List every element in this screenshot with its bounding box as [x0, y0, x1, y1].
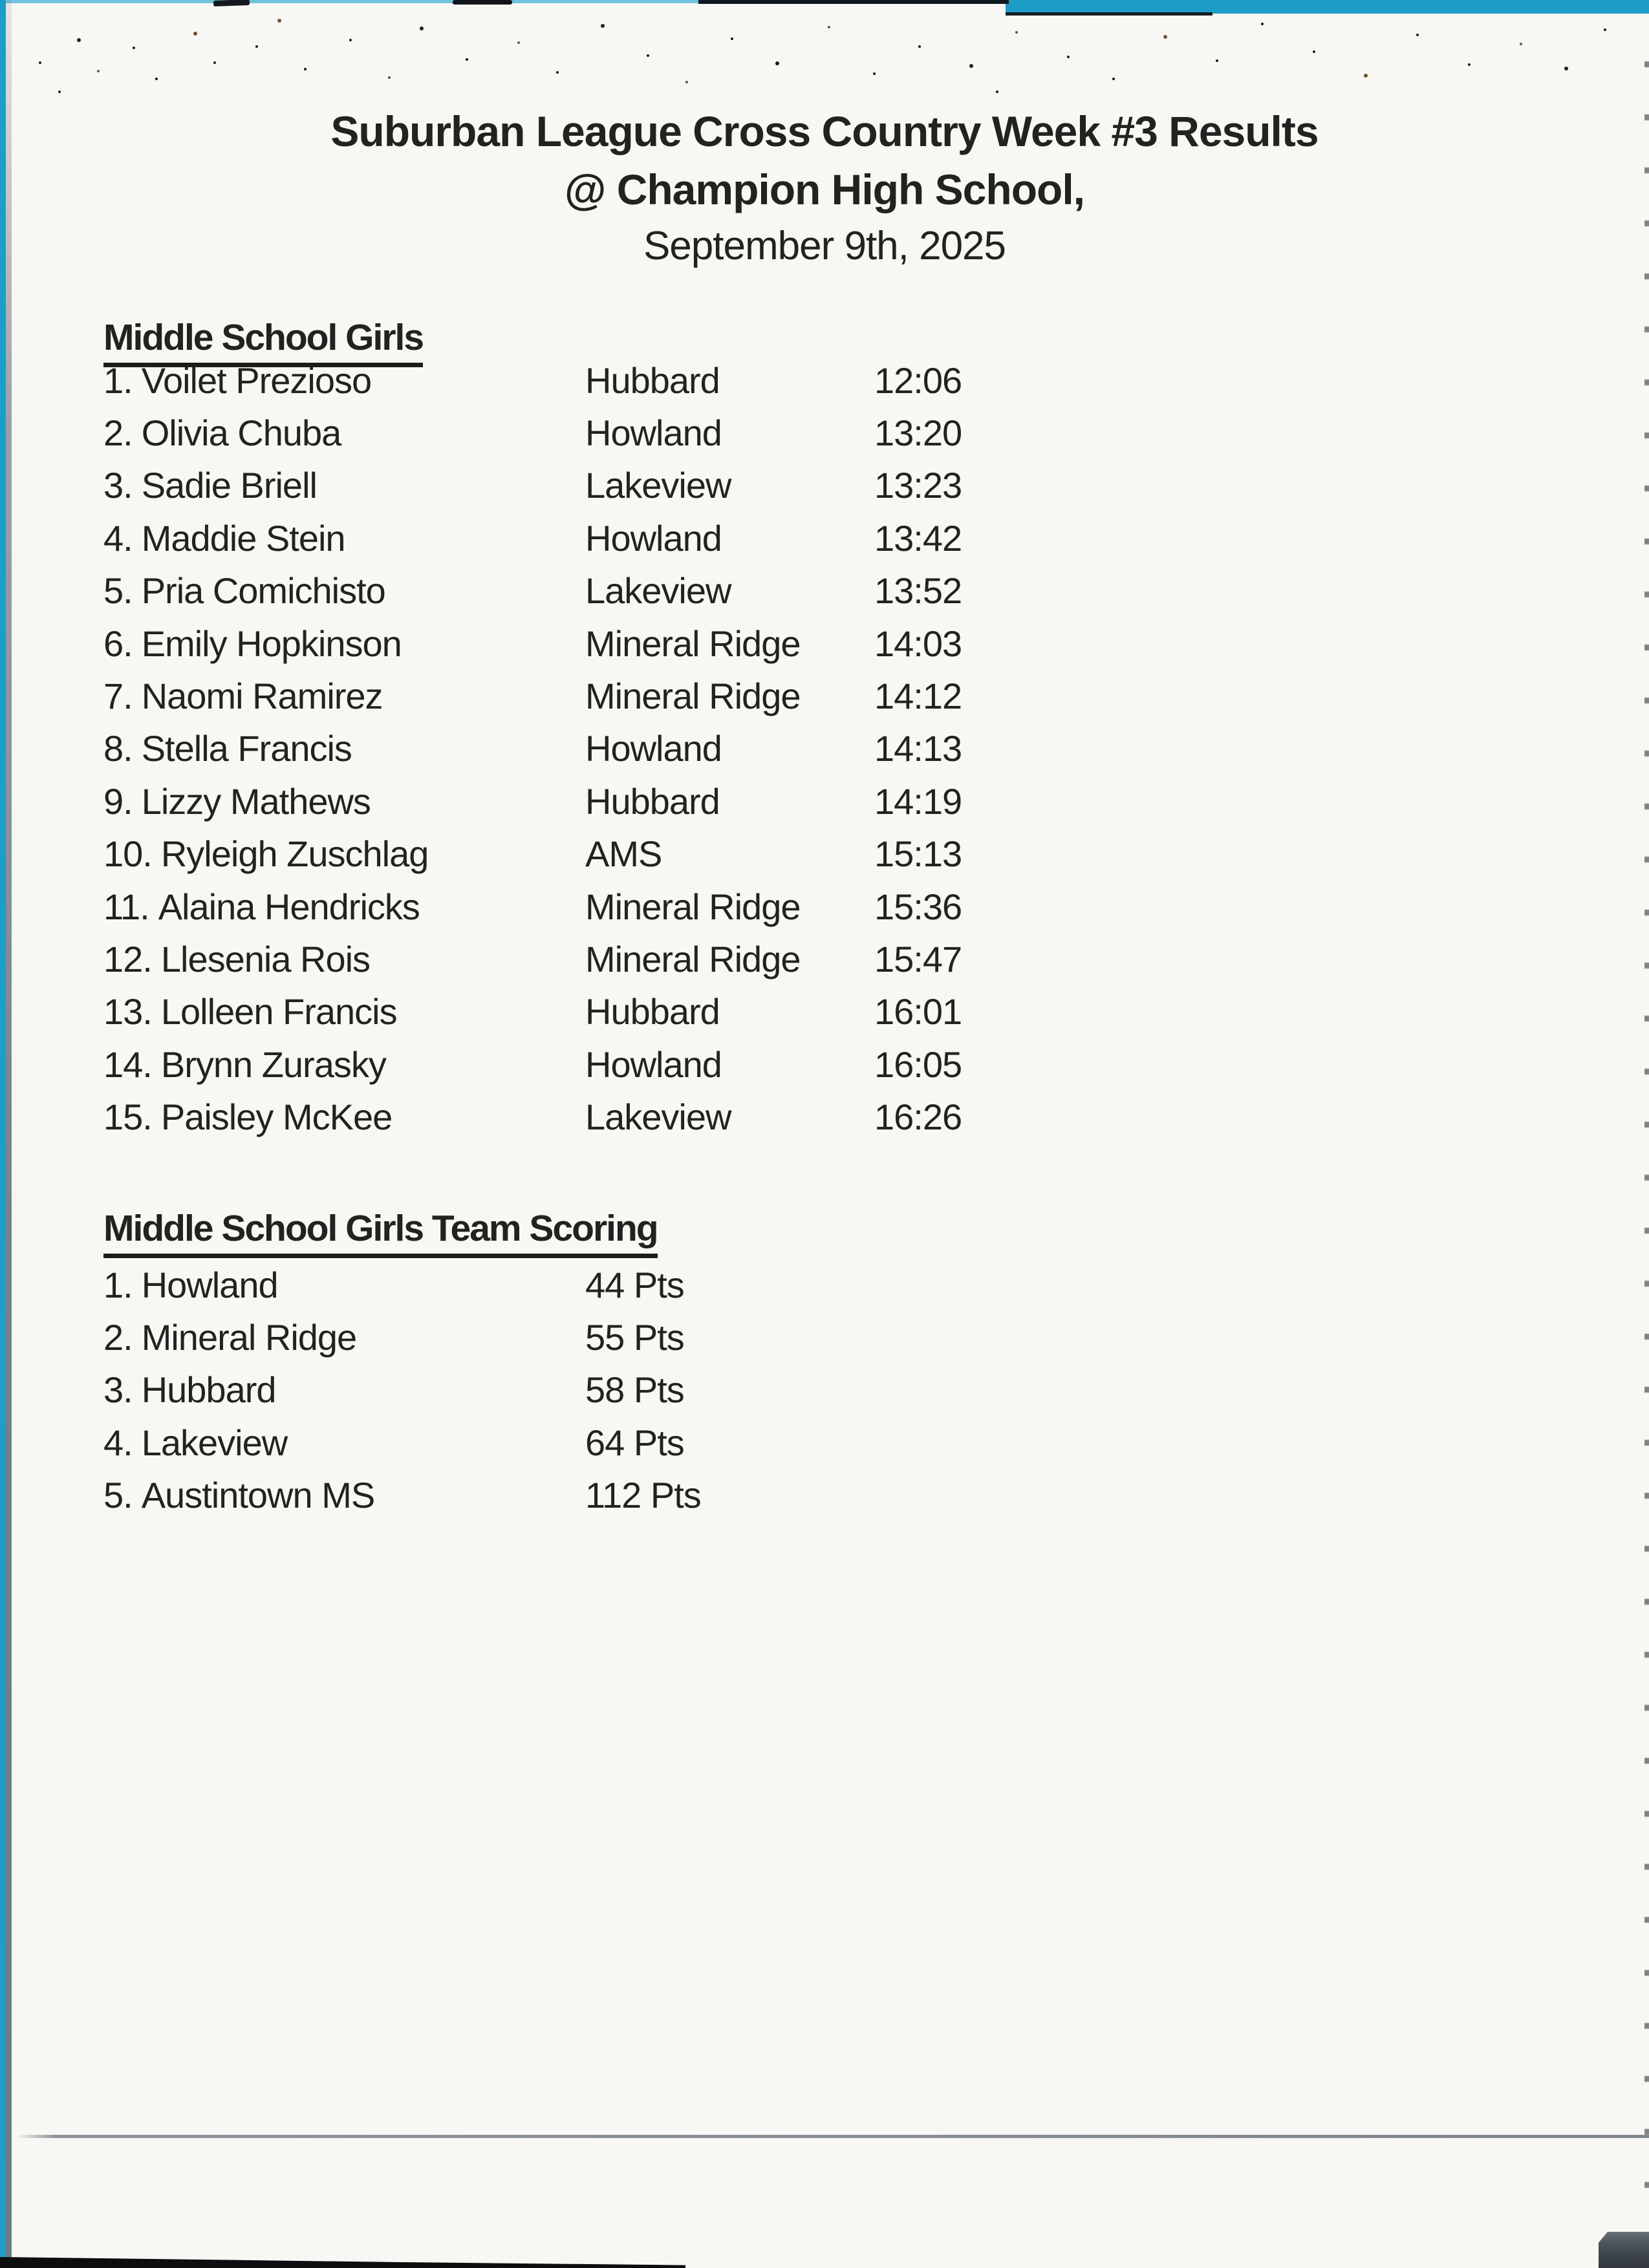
runner-name: Naomi Ramirez [141, 676, 383, 717]
team-scoring-list [103, 1259, 1526, 1522]
result-row [103, 933, 1526, 985]
runner-school: Lakeview [585, 1097, 731, 1138]
runner-school: Lakeview [585, 465, 731, 506]
runner-school: Hubbard [585, 780, 720, 822]
result-row [103, 354, 1526, 407]
paper-left-edge-shadow [6, 0, 12, 2268]
runner-place: 12. [103, 938, 152, 979]
team-points: 55 Pts [585, 1317, 684, 1358]
result-row [103, 1038, 1526, 1091]
team-scoring-row [103, 1417, 1526, 1469]
team-points: 112 Pts [585, 1475, 701, 1516]
runner-name: Ryleigh Zuschlag [160, 833, 429, 875]
team-points: 64 Pts [585, 1422, 684, 1463]
result-row [103, 670, 1526, 722]
scan-corner-artifact [1599, 2232, 1649, 2268]
runner-name: Lizzy Mathews [141, 780, 371, 822]
runner-school: Howland [585, 728, 722, 769]
runner-name: Alaina Hendricks [158, 886, 420, 927]
result-row [103, 565, 1526, 617]
runner-name: Lolleen Francis [160, 991, 397, 1032]
team-name: Mineral Ridge [141, 1317, 357, 1358]
runner-school: Hubbard [585, 359, 720, 401]
team-place: 4. [103, 1422, 133, 1463]
document-title-line3: September 9th, 2025 [643, 224, 1006, 268]
runner-place: 11. [103, 886, 149, 927]
runner-place: 2. [103, 412, 133, 454]
runner-time: 14:12 [874, 676, 962, 717]
scan-bottom-artifact [0, 2255, 685, 2268]
runner-time: 15:13 [874, 833, 962, 875]
scanner-bed-left-edge [0, 0, 6, 2268]
paper-shadow-line [1006, 12, 1212, 16]
runner-time: 12:06 [874, 359, 962, 401]
team-name: Lakeview [141, 1422, 288, 1463]
team-scoring-section-heading: Middle School Girls Team Scoring [103, 1210, 658, 1258]
team-scoring-row [103, 1311, 1526, 1364]
runner-time: 16:05 [874, 1043, 962, 1085]
team-name: Austintown MS [141, 1475, 375, 1516]
result-row [103, 723, 1526, 775]
runner-time: 14:13 [874, 728, 962, 769]
result-row [103, 617, 1526, 670]
result-row [103, 881, 1526, 933]
runner-place: 3. [103, 465, 133, 506]
runner-name: Olivia Chuba [141, 412, 341, 454]
team-place: 1. [103, 1264, 133, 1305]
runner-place: 9. [103, 780, 133, 822]
runner-place: 8. [103, 728, 133, 769]
runner-name: Emily Hopkinson [141, 623, 402, 664]
runner-place: 7. [103, 676, 133, 717]
runner-name: Sadie Briell [141, 465, 317, 506]
team-name: Howland [141, 1264, 278, 1305]
result-row [103, 512, 1526, 564]
runner-name: Voilet Prezioso [141, 359, 372, 401]
paper-right-edge-noise [1644, 39, 1649, 2229]
runner-school: Hubbard [585, 991, 720, 1032]
runner-school: Mineral Ridge [585, 886, 801, 927]
team-scoring-row [103, 1364, 1526, 1417]
runner-school: Mineral Ridge [585, 676, 801, 717]
runner-name: Maddie Stein [141, 517, 345, 559]
results-section-heading: Middle School Girls [103, 319, 423, 367]
result-row [103, 828, 1526, 881]
runner-school: Howland [585, 412, 722, 454]
runner-place: 1. [103, 359, 133, 401]
team-place: 5. [103, 1475, 133, 1516]
team-points: 44 Pts [585, 1264, 684, 1305]
runner-place: 13. [103, 991, 152, 1032]
runner-school: Lakeview [585, 570, 731, 612]
runner-place: 14. [103, 1043, 152, 1085]
runner-time: 16:01 [874, 991, 962, 1032]
runner-time: 15:47 [874, 938, 962, 979]
scan-smudge [698, 0, 1009, 4]
runner-time: 14:19 [874, 780, 962, 822]
result-row [103, 1091, 1526, 1143]
runner-time: 13:42 [874, 517, 962, 559]
runner-school: Mineral Ridge [585, 623, 801, 664]
result-row [103, 986, 1526, 1038]
runner-name: Pria Comichisto [141, 570, 385, 612]
document-title-line2: @ Champion High School, [565, 166, 1084, 213]
runner-place: 6. [103, 623, 133, 664]
runner-place: 4. [103, 517, 133, 559]
runner-time: 13:23 [874, 465, 962, 506]
scan-smudge [213, 0, 250, 6]
runner-time: 13:52 [874, 570, 962, 612]
runner-place: 5. [103, 570, 133, 612]
runner-time: 13:20 [874, 412, 962, 454]
runner-school: Howland [585, 517, 722, 559]
result-row [103, 407, 1526, 459]
team-scoring-row [103, 1470, 1526, 1522]
result-row [103, 775, 1526, 828]
results-list [103, 354, 1526, 1144]
document-title-line1: Suburban League Cross Country Week #3 Results [330, 107, 1319, 155]
runner-name: Brynn Zurasky [160, 1043, 386, 1085]
runner-place: 15. [103, 1097, 152, 1138]
runner-name: Stella Francis [141, 728, 352, 769]
scanner-bed-top-right-band [1006, 0, 1649, 14]
team-place: 2. [103, 1317, 133, 1358]
scan-smudge [453, 0, 512, 5]
runner-time: 15:36 [874, 886, 962, 927]
runner-time: 16:26 [874, 1097, 962, 1138]
runner-school: AMS [585, 833, 662, 875]
team-points: 58 Pts [585, 1369, 684, 1411]
paper-bottom-edge-line [16, 2135, 1649, 2138]
team-place: 3. [103, 1369, 133, 1411]
runner-place: 10. [103, 833, 152, 875]
team-name: Hubbard [141, 1369, 276, 1411]
runner-time: 14:03 [874, 623, 962, 664]
runner-school: Howland [585, 1043, 722, 1085]
team-scoring-row [103, 1259, 1526, 1311]
runner-school: Mineral Ridge [585, 938, 801, 979]
result-row [103, 460, 1526, 512]
runner-name: Llesenia Rois [160, 938, 371, 979]
runner-name: Paisley McKee [160, 1097, 393, 1138]
